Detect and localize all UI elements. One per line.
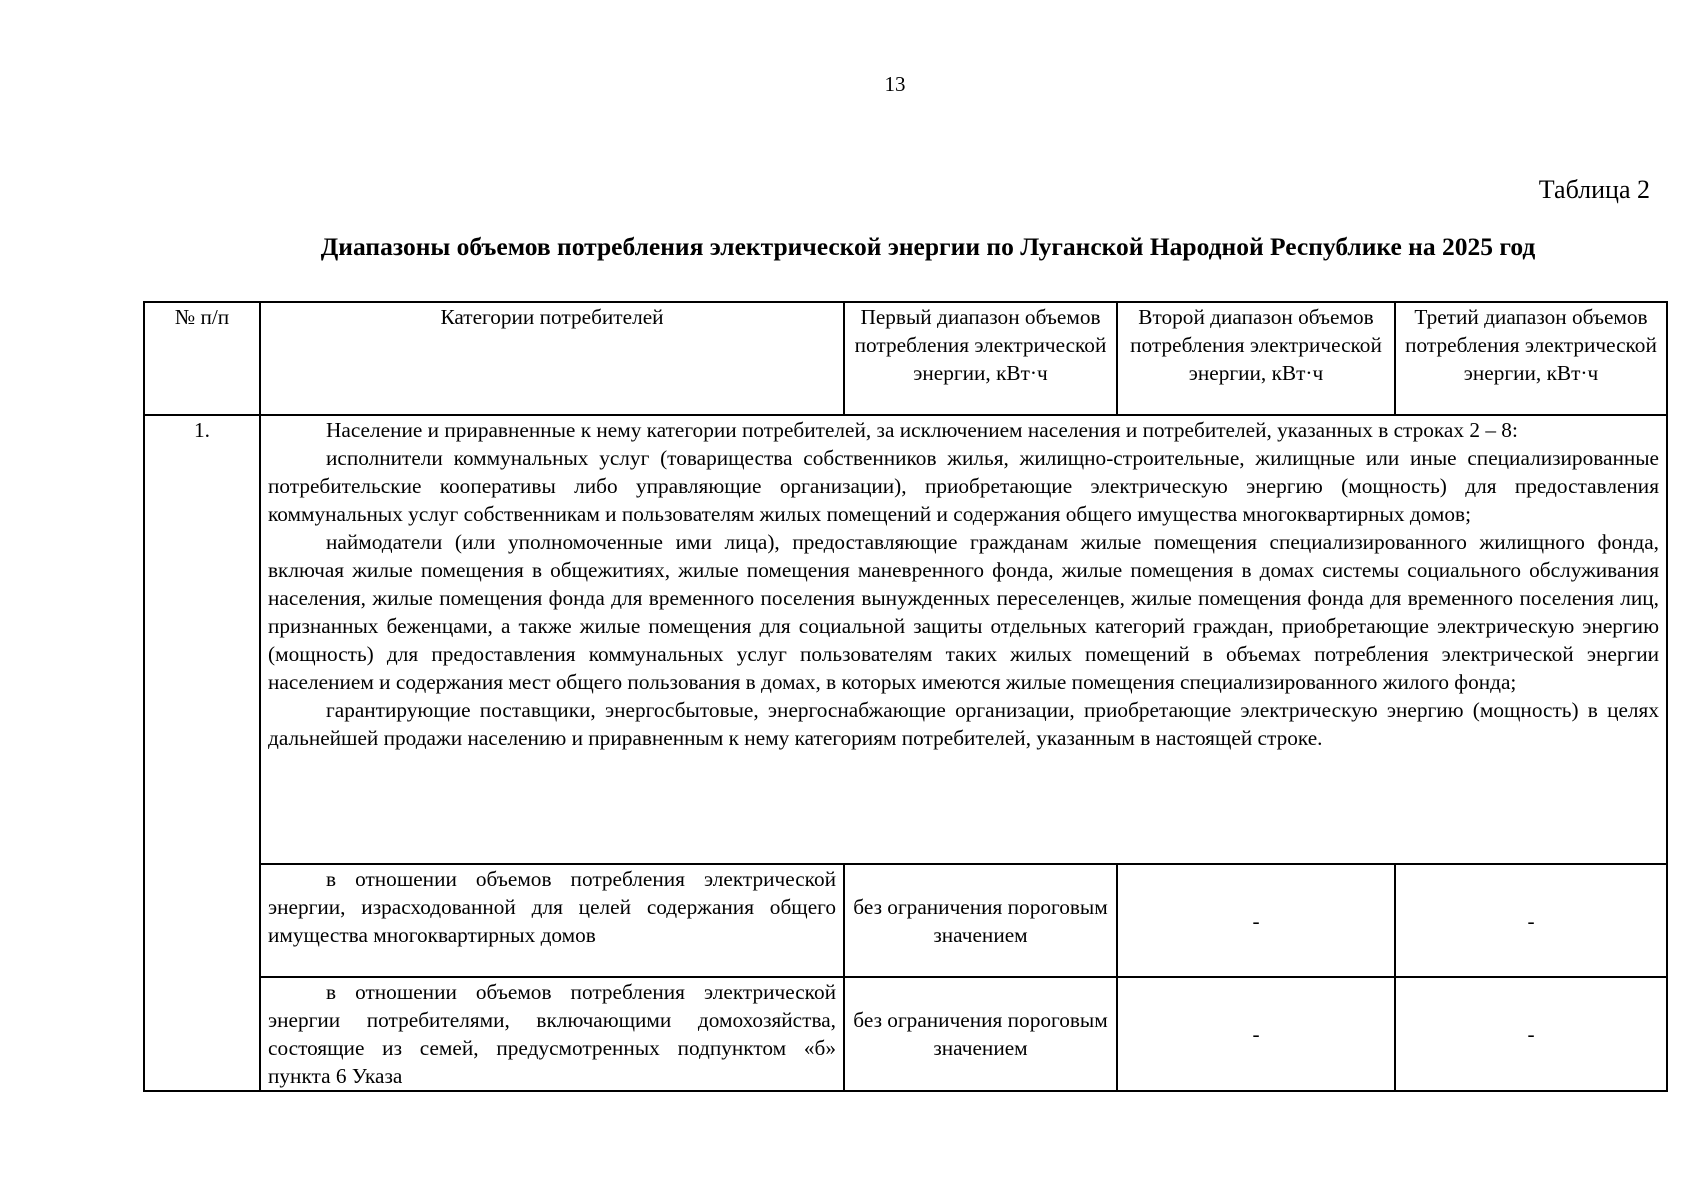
- subrow-text-clip: [268, 978, 836, 1089]
- header-range2: Второй диапазон объемов потребления электрической энергии, кВт·ч: [1117, 302, 1395, 415]
- table-row: [144, 415, 1667, 864]
- page-number: 13: [884, 72, 906, 96]
- subrow-text: в отношении объемов потребления электрической энергии потребителями, включающими домохозяйства, состоящие из семей, предусмотренных подпунктом «б» пункта 6 Указа: [268, 980, 836, 1089]
- table-subrow: [144, 977, 1667, 1091]
- subrow-range1: без ограничения пороговым значением: [844, 977, 1117, 1091]
- table-header-row: [144, 302, 1667, 415]
- subrow-range1: без ограничения пороговым значением: [844, 864, 1117, 978]
- subrow-range2: -: [1117, 864, 1395, 978]
- header-range1: Первый диапазон объемов потребления электрической энергии, кВт·ч: [844, 302, 1117, 415]
- header-category: Категории потребителей: [260, 302, 844, 415]
- description-paragraph: исполнители коммунальных услуг (товарищества собственников жилья, жилищно-строительные, жилищные или иные специализированные потребительские кооперативы либо управляющие организации), приобретающие электрическую энергию (мощность) для предоставления коммунальных услуг собственникам и пользователям жилых помещений и содержания общего имущества многоквартирных домов;: [268, 445, 1659, 526]
- subrow-text-cell: [260, 977, 844, 1091]
- description-paragraph: гарантирующие поставщики, энергосбытовые, энергоснабжающие организации, приобретающие электрическую энергию (мощность) в целях дальнейшей продажи населению и приравненным к нему категориям потребителей, указанным в настоящей строке.: [268, 697, 1659, 750]
- row-description: [260, 415, 1667, 864]
- subrow-range2: -: [1117, 977, 1395, 1091]
- subrow-text: в отношении объемов потребления электрической энергии, израсходованной для целей содержания общего имущества многоквартирных домов: [268, 866, 836, 947]
- document-title: Диапазоны объемов потребления электрической энергии по Луганской Народной Республике на 2025 год: [320, 232, 1536, 261]
- description-paragraph: наймодатели (или уполномоченные ими лица), предоставляющие гражданам жилые помещения специализированного жилищного фонда, включая жилые помещения в общежитиях, жилые помещения маневренного фонда, жилые помещения в домах системы социального обслуживания населения, жилые помещения фонда для временного поселения вынужденных переселенцев, жилые помещения фонда для временного поселения лиц, признанных беженцами, а также жилые помещения для социальной защиты отдельных категорий граждан, приобретающие электрическую энергию (мощность) для предоставления коммунальных услуг пользователям таких жилых помещений в объемах потребления электрической энергии населением и содержания мест общего пользования в домах, в которых имеются жилые помещения специализированного жилого фонда;: [268, 529, 1659, 694]
- description-paragraph: Население и приравненные к нему категории потребителей, за исключением населения и потребителей, указанных в строках 2 – 8:: [326, 417, 1518, 442]
- subrow-text-cell: [260, 864, 844, 978]
- header-range3: Третий диапазон объемов потребления электрической энергии, кВт·ч: [1395, 302, 1667, 415]
- consumption-ranges-table: [143, 301, 1668, 1092]
- row-number: 1.: [144, 415, 260, 1091]
- table-subrow: [144, 864, 1667, 978]
- subrow-range3: -: [1395, 864, 1667, 978]
- table-label: Таблица 2: [1538, 175, 1650, 204]
- subrow-range3: -: [1395, 977, 1667, 1091]
- header-num: № п/п: [144, 302, 260, 415]
